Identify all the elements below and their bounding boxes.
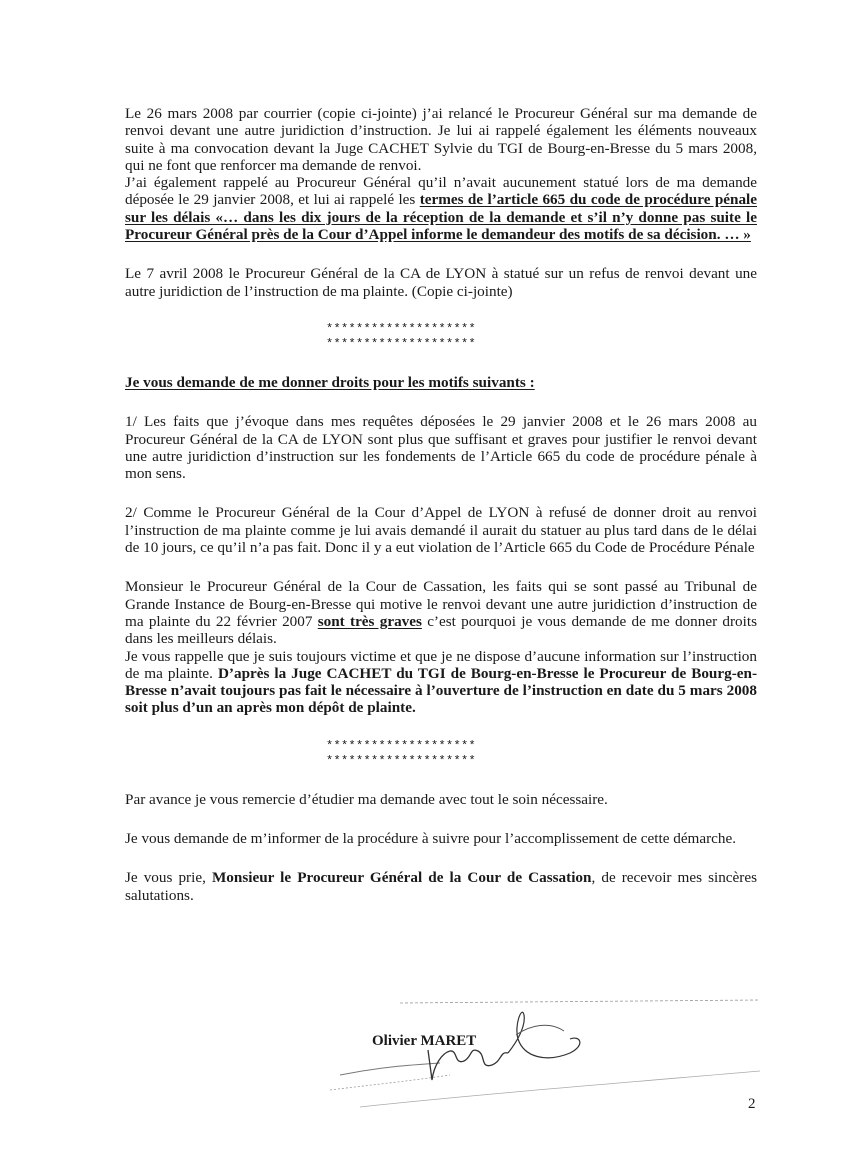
separator-bottom-line-1: ******************** (325, 738, 477, 753)
signature-block (320, 995, 790, 1115)
point-2 (125, 504, 757, 556)
paragraph-salutations (125, 869, 757, 904)
article-665-quote: termes de l’article 665 du code de procédure pénale sur les délais «… dans les dix jours de la réception de la demande et s’il n’y donne pas suite le Procureur Général près de la Cour d’Appel informe le demandeur des motifs de sa décision. … » (125, 191, 758, 244)
paragraph-refus (125, 265, 757, 300)
paragraph-victime (125, 648, 757, 717)
paragraph-victime-text: Je vous rappelle que je suis toujours victime et que je ne dispose d’aucune information sur l’instruction de ma plainte. (125, 647, 757, 682)
paragraph-refus-text: Le 7 avril 2008 le Procureur Général de la CA de LYON à statué sur un refus de renvoi devant une autre juridiction de l’instruction de ma plainte. (Copie ci-jointe) (125, 265, 757, 300)
salutations-addressee: Monsieur le Procureur Général de la Cour de Cassation (211, 869, 592, 887)
page-number: 2 (748, 1096, 756, 1112)
separator-top-line-1: ******************** (325, 321, 477, 336)
motifs-heading: Je vous demande de me donner droits pour les motifs suivants : (125, 373, 535, 391)
paragraph-relance (125, 105, 757, 174)
separator-bottom-line-2: ******************** (325, 753, 477, 768)
letter-body (125, 105, 757, 904)
point-1 (125, 413, 757, 482)
separator-top-line-2: ******************** (325, 336, 477, 351)
paragraph-procedure-text: Je vous demande de m’informer de la procédure à suivre pour l’accomplissement de cette démarche. (125, 830, 737, 848)
salutations-text-a: Je vous prie, (125, 869, 212, 887)
paragraph-rappel-article (125, 174, 757, 243)
tres-graves-emphasis: sont très graves (317, 612, 422, 630)
salutations-text-b: , de recevoir mes sincères salutations. (125, 869, 757, 904)
paragraph-remerciements (125, 791, 757, 808)
handwritten-signature (320, 995, 790, 1115)
paragraph-rappel-text: J’ai également rappelé au Procureur Général qu’il n’avait aucunement statué lors de ma demande déposée le 29 janvier 2008, et lui ai rappelé les (125, 174, 757, 209)
paragraph-cassation (125, 578, 757, 647)
paragraph-remerciements-text: Par avance je vous remercie d’étudier ma demande avec tout le soin nécessaire. (125, 790, 608, 808)
paragraph-cassation-text-a: Monsieur le Procureur Général de la Cour de Cassation, les faits qui se sont passé au Tribunal de Grande Instance de Bourg-en-Bresse qui motive le renvoi devant une autre juridiction d’instruction de ma plainte du 22 février 2007 (125, 578, 757, 630)
paragraph-victime-bold: D’après la Juge CACHET du TGI de Bourg-en-Bresse le Procureur de Bourg-en-Bresse n’avait toujours pas fait le nécessaire à l’ouverture de l’instruction en date du 5 mars 2008 soit plus d’un an après mon dépôt de plainte. (125, 664, 757, 717)
paragraph-procedure (125, 830, 757, 847)
point-1-text: 1/ Les faits que j’évoque dans mes requêtes déposées le 29 janvier 2008 et le 26 mars 2008 au Procureur Général de la CA de LYON sont plus que suffisant et graves pour justifier le renvoi devant une autre juridiction d’instruction sur les fondements de l’Article 665 du code de procédure pénale à mon sens. (125, 413, 757, 483)
paragraph-relance-text: Le 26 mars 2008 par courrier (copie ci-jointe) j’ai relancé le Procureur Général sur ma demande de renvoi devant une autre juridiction d’instruction. Je lui ai rappelé également les éléments nouveaux suite à ma convocation devant la Juge CACHET Sylvie du TGI de Bourg-en-Bresse du 5 mars 2008, qui ne font que renforcer ma demande de renvoi. (125, 105, 757, 174)
signatory-name: Olivier MARET (372, 1033, 477, 1049)
paragraph-cassation-text-b: c’est pourquoi je vous demande de me donner droits dans les meilleurs délais. (125, 612, 757, 648)
point-2-text: 2/ Comme le Procureur Général de la Cour d’Appel de LYON à refusé de donner droit au renvoi l’instruction de ma plainte comme je lui avais demandé il aurait du statuer au plus tard dans de le délai de 10 jours, ce qu’il n’a pas fait. Donc il y a eut violation de l’Article 665 du Code de Procédure Pénale (125, 504, 757, 557)
